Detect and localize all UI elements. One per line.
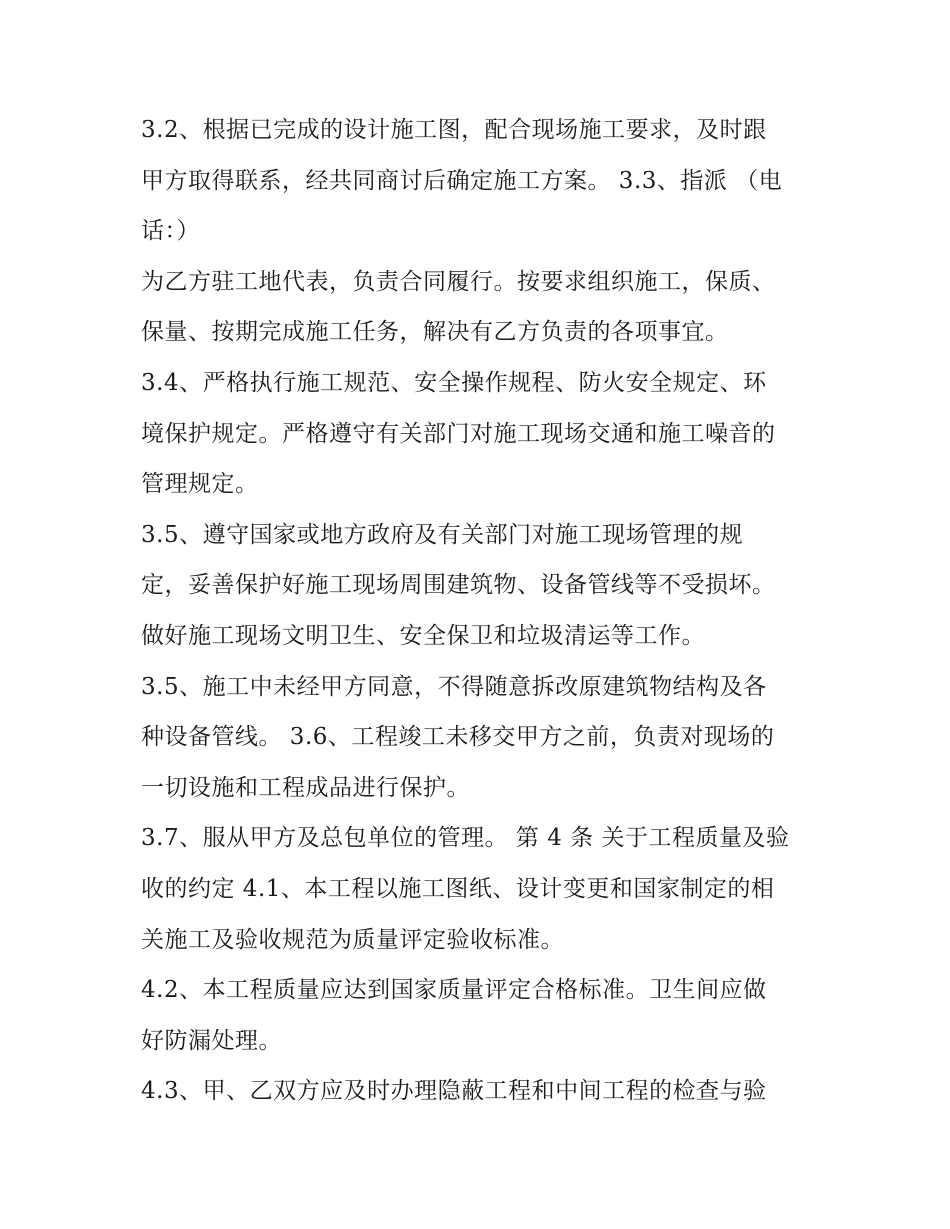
text-line: 4.3、甲、乙双方应及时办理隐蔽工程和中间工程的检查与验 <box>141 1078 767 1104</box>
text-line: 话：） <box>141 218 200 244</box>
text-line: 好防漏处理。 <box>141 1028 282 1054</box>
text-line: 一切设施和工程成品进行保护。 <box>141 775 470 801</box>
text-line: 3.7、服从甲方及总包单位的管理。 第 4 条 关于工程质量及验 <box>141 825 790 851</box>
text-line: 3.2、根据已完成的设计施工图，配合现场施工要求，及时跟 <box>141 117 767 143</box>
text-line: 做好施工现场文明卫生、安全保卫和垃圾清运等工作。 <box>141 623 705 649</box>
text-line: 关施工及验收规范为质量评定验收标准。 <box>141 927 564 953</box>
text-line: 收的约定 4.1、本工程以施工图纸、设计变更和国家制定的相 <box>141 876 775 902</box>
text-line: 境保护规定。严格遵守有关部门对施工现场交通和施工噪音的 <box>141 421 776 447</box>
text-line: 定，妥善保护好施工现场周围建筑物、设备管线等不受损坏。 <box>141 572 776 598</box>
text-line: 4.2、本工程质量应达到国家质量评定合格标准。卫生间应做 <box>141 977 767 1003</box>
text-line: 种设备管线。 3.6、工程竣工未移交甲方之前，负责对现场的 <box>141 724 775 750</box>
text-line: 3.5、施工中未经甲方同意，不得随意拆改原建筑物结构及各 <box>141 674 767 700</box>
text-line: 管理规定。 <box>141 471 259 497</box>
text-line: 为乙方驻工地代表，负责合同履行。按要求组织施工，保质、 <box>141 269 776 295</box>
text-line: 3.4、严格执行施工规范、安全操作规程、防火安全规定、环 <box>141 370 767 396</box>
text-line: 保量、按期完成施工任务，解决有乙方负责的各项事宜。 <box>141 319 729 345</box>
text-line: 甲方取得联系，经共同商讨后确定施工方案。 3.3、指派 （电 <box>141 168 783 194</box>
text-line: 3.5、遵守国家或地方政府及有关部门对施工现场管理的规 <box>141 522 744 548</box>
